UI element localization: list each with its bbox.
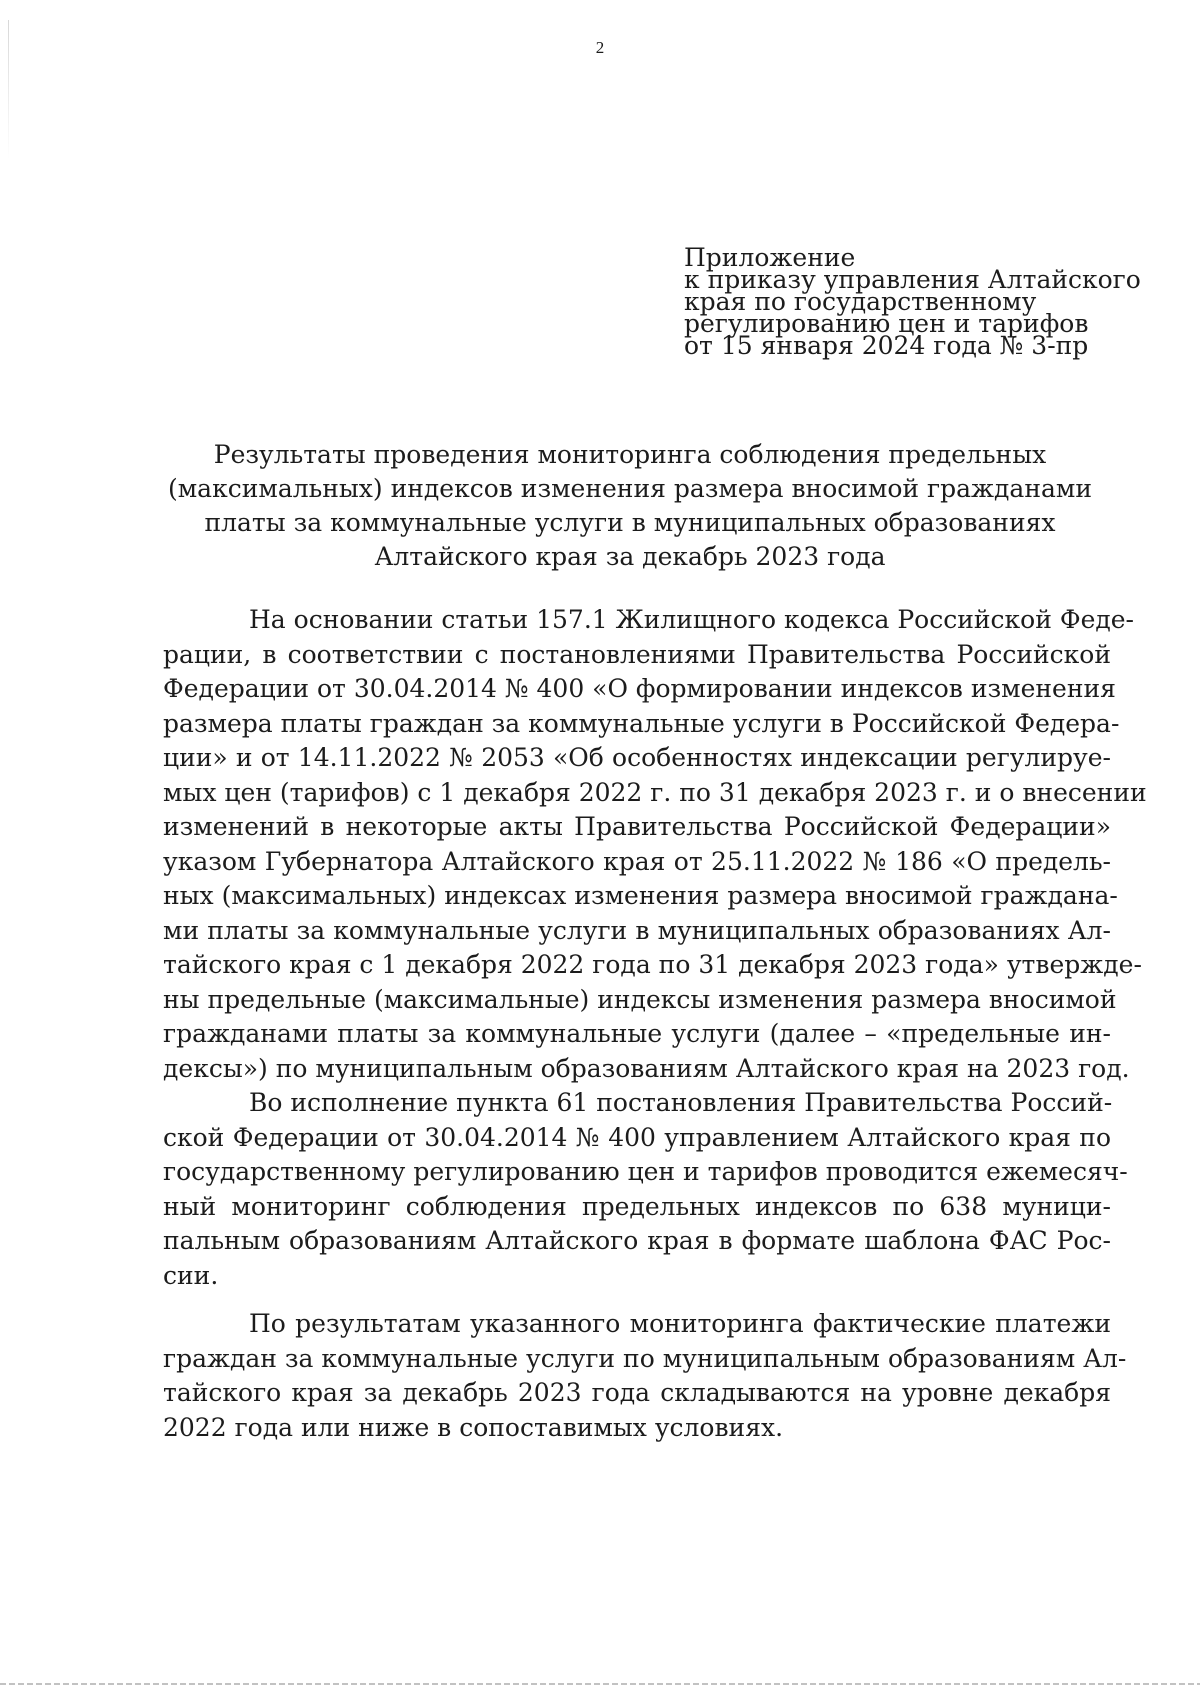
paragraph-line: граждан за коммунальные услуги по муниципальным образованиям Ал- [163, 1343, 1127, 1373]
paragraph-line: сии. [163, 1260, 219, 1290]
appendix-line: края по государственному [684, 287, 1037, 316]
paragraph-line: пальным образованиям Алтайского края в формате шаблона ФАС Рос- [163, 1226, 1111, 1255]
paragraph-line: На основании статьи 157.1 Жилищного кодекса Российской Феде- [249, 605, 1134, 634]
paragraph-line: Федерации от 30.04.2014 № 400 «О формировании индексов изменения [163, 674, 1116, 703]
title-line: Результаты проведения мониторинга соблюдения предельных [213, 440, 1047, 469]
appendix-line: Приложение [684, 243, 856, 272]
appendix-line: к приказу управления Алтайского [684, 265, 1141, 294]
paragraph-line: рации, в соответствии с постановлениями Правительства Российской [163, 639, 1111, 669]
paragraph-line: государственному регулированию цен и тарифов проводится ежемесяч- [163, 1157, 1128, 1186]
paragraph-line: ны предельные (максимальные) индексы изменения размера вносимой [163, 984, 1117, 1014]
paragraph-1 [163, 603, 1147, 1086]
paragraph-gap [163, 1293, 1111, 1307]
paragraph-line: размера платы граждан за коммунальные услуги в Российской Федера- [163, 708, 1120, 738]
paragraph-line: указом Губернатора Алтайского края от 25.11.2022 № 186 «О предель- [163, 846, 1111, 876]
paragraph-line: 2022 года или ниже в сопоставимых условиях. [163, 1412, 784, 1442]
paragraph-line: ный мониторинг соблюдения предельных индексов по 638 муници- [163, 1191, 1111, 1221]
paragraph-line: изменений в некоторые акты Правительства Российской Федерации» [163, 812, 1111, 841]
paragraph-line: дексы») по муниципальным образованиям Алтайского края на 2023 год. [163, 1053, 1130, 1083]
paragraph-line: ской Федерации от 30.04.2014 № 400 управлением Алтайского края по [163, 1122, 1111, 1152]
appendix-line: регулированию цен и тарифов [684, 309, 1089, 338]
appendix-line: от 15 января 2024 года № 3-пр [684, 331, 1089, 360]
paragraph-line: гражданами платы за коммунальные услуги (далее – «предельные ин- [163, 1019, 1111, 1048]
paragraph-2 [163, 1086, 1128, 1293]
paragraph-line: ми платы за коммунальные услуги в муниципальных образованиях Ал- [163, 915, 1111, 945]
page-number: 2 [595, 38, 605, 57]
appendix-block [684, 243, 1141, 360]
document-body [163, 603, 1147, 1445]
title-line: (максимальных) индексов изменения размера вносимой гражданами [167, 474, 1093, 503]
title-line: платы за коммунальные услуги в муниципальных образованиях [204, 508, 1056, 537]
title-line: Алтайского края за декабрь 2023 года [374, 542, 886, 571]
paragraph-line: тайского края с 1 декабря 2022 года по 31 декабря 2023 года» утвержде- [163, 950, 1142, 979]
paragraph-line: ции» и от 14.11.2022 № 2053 «Об особенностях индексации регулируе- [163, 743, 1111, 772]
paragraph-line: Во исполнение пункта 61 постановления Правительства Россий- [249, 1088, 1113, 1117]
document-title [160, 438, 1100, 574]
paragraph-line: тайского края за декабрь 2023 года складываются на уровне декабря [163, 1378, 1111, 1407]
paragraph-line: мых цен (тарифов) с 1 декабря 2022 г. по 31 декабря 2023 г. и о внесении [163, 777, 1147, 807]
paragraph-3 [163, 1307, 1127, 1445]
paragraph-line: ных (максимальных) индексах изменения размера вносимой граждана- [163, 881, 1118, 910]
paragraph-line: По результатам указанного мониторинга фактические платежи [249, 1309, 1111, 1338]
scan-edge-mark [0, 1683, 1200, 1685]
